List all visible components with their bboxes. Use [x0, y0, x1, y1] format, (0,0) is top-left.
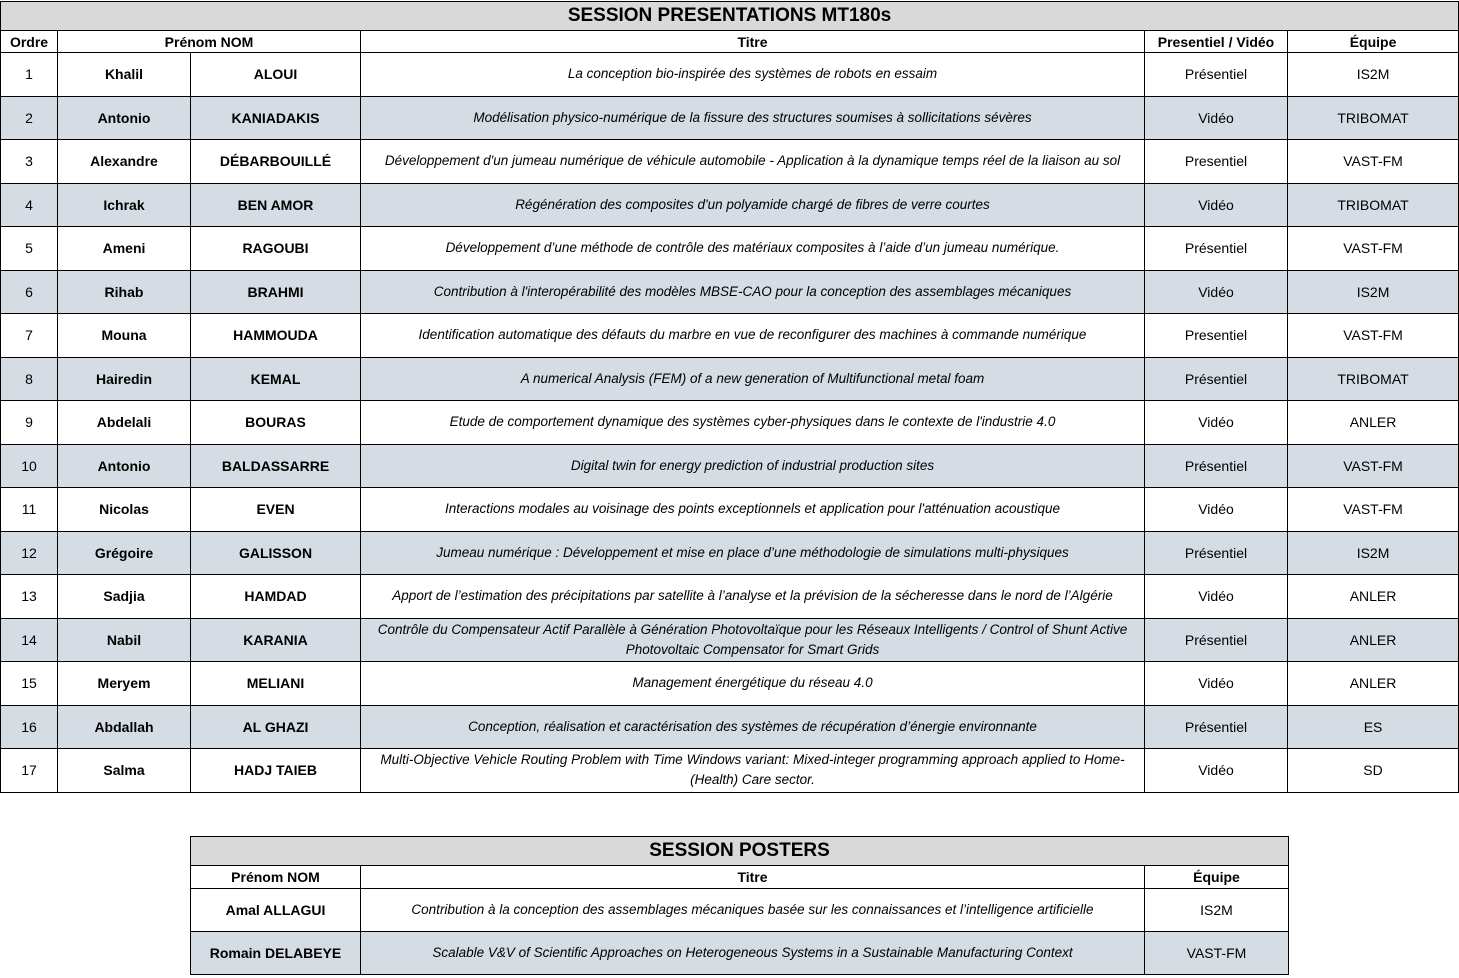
poster-row: [191, 932, 1289, 975]
cell-prenom: Rihab: [58, 270, 191, 314]
presentations-body: [1, 53, 1459, 793]
cell-nom: AL GHAZI: [191, 705, 361, 749]
cell-prenom: Nicolas: [58, 488, 191, 532]
cell-mode: Presentiel: [1145, 140, 1288, 184]
poster-header-titre: Titre: [361, 866, 1145, 889]
poster-row: [191, 889, 1289, 932]
cell-nom: HADJ TAIEB: [191, 749, 361, 793]
table-row: [1, 444, 1459, 488]
cell-mode: Vidéo: [1145, 749, 1288, 793]
cell-equipe: TRIBOMAT: [1288, 183, 1459, 227]
poster-header-nom: Prénom NOM: [191, 866, 361, 889]
cell-nom: KEMAL: [191, 357, 361, 401]
cell-titre: Régénération des composites d'un polyamide chargé de fibres de verre courtes: [361, 183, 1145, 227]
cell-ordre: 4: [1, 183, 58, 227]
cell-ordre: 15: [1, 662, 58, 706]
cell-titre: Management énergétique du réseau 4.0: [361, 662, 1145, 706]
cell-equipe: IS2M: [1288, 53, 1459, 97]
cell-prenom: Meryem: [58, 662, 191, 706]
cell-ordre: 16: [1, 705, 58, 749]
cell-equipe: ANLER: [1288, 401, 1459, 445]
cell-prenom: Ichrak: [58, 183, 191, 227]
cell-nom: HAMDAD: [191, 575, 361, 619]
cell-prenom: Ameni: [58, 227, 191, 271]
cell-titre: Contribution à l'interopérabilité des modèles MBSE-CAO pour la conception des assemblages mécaniques: [361, 270, 1145, 314]
cell-nom: KANIADAKIS: [191, 96, 361, 140]
cell-ordre: 17: [1, 749, 58, 793]
cell-prenom: Antonio: [58, 96, 191, 140]
cell-titre: Interactions modales au voisinage des points exceptionnels et application pour l'atténuation acoustique: [361, 488, 1145, 532]
cell-equipe: IS2M: [1288, 270, 1459, 314]
presentations-title: SESSION PRESENTATIONS MT180s: [1, 2, 1459, 31]
cell-equipe: SD: [1288, 749, 1459, 793]
cell-ordre: 6: [1, 270, 58, 314]
cell-ordre: 5: [1, 227, 58, 271]
cell-mode: Vidéo: [1145, 662, 1288, 706]
cell-equipe: VAST-FM: [1288, 227, 1459, 271]
cell-ordre: 9: [1, 401, 58, 445]
table-row: [1, 227, 1459, 271]
cell-mode: Présentiel: [1145, 53, 1288, 97]
cell-mode: Vidéo: [1145, 401, 1288, 445]
cell-nom: ALOUI: [191, 53, 361, 97]
cell-titre: Identification automatique des défauts du marbre en vue de reconfigurer des machines à commande numérique: [361, 314, 1145, 358]
cell-titre: Etude de comportement dynamique des systèmes cyber-physiques dans le contexte de l'industrie 4.0: [361, 401, 1145, 445]
poster-cell-titre: Contribution à la conception des assemblages mécaniques basée sur les connaissances et l’intelligence artificielle: [361, 889, 1145, 932]
cell-mode: Présentiel: [1145, 357, 1288, 401]
cell-titre: Conception, réalisation et caractérisation des systèmes de récupération d’énergie environnante: [361, 705, 1145, 749]
presentations-table: [0, 1, 1459, 793]
cell-nom: MELIANI: [191, 662, 361, 706]
cell-ordre: 11: [1, 488, 58, 532]
table-row: [1, 53, 1459, 97]
cell-prenom: Nabil: [58, 618, 191, 662]
cell-prenom: Antonio: [58, 444, 191, 488]
cell-mode: Vidéo: [1145, 488, 1288, 532]
table-row: [1, 662, 1459, 706]
cell-mode: Présentiel: [1145, 531, 1288, 575]
table-row: [1, 357, 1459, 401]
cell-mode: Vidéo: [1145, 270, 1288, 314]
cell-titre: Développement d’une méthode de contrôle des matériaux composites à l’aide d’un jumeau numérique.: [361, 227, 1145, 271]
cell-ordre: 8: [1, 357, 58, 401]
cell-nom: BALDASSARRE: [191, 444, 361, 488]
poster-cell-titre: Scalable V&V of Scientific Approaches on Heterogeneous Systems in a Sustainable Manufacturing Context: [361, 932, 1145, 975]
cell-mode: Présentiel: [1145, 618, 1288, 662]
cell-prenom: Hairedin: [58, 357, 191, 401]
cell-prenom: Abdallah: [58, 705, 191, 749]
table-row: [1, 749, 1459, 793]
poster-cell-equipe: IS2M: [1145, 889, 1289, 932]
cell-equipe: IS2M: [1288, 531, 1459, 575]
table-row: [1, 618, 1459, 662]
cell-equipe: TRIBOMAT: [1288, 357, 1459, 401]
cell-ordre: 10: [1, 444, 58, 488]
posters-title: SESSION POSTERS: [191, 837, 1289, 866]
cell-nom: DÉBARBOUILLÉ: [191, 140, 361, 184]
cell-equipe: VAST-FM: [1288, 488, 1459, 532]
cell-equipe: VAST-FM: [1288, 140, 1459, 184]
table-row: [1, 183, 1459, 227]
cell-mode: Présentiel: [1145, 444, 1288, 488]
cell-mode: Presentiel: [1145, 314, 1288, 358]
cell-titre: Développement d'un jumeau numérique de véhicule automobile - Application à la dynamique temps réel de la liaison au sol: [361, 140, 1145, 184]
cell-nom: EVEN: [191, 488, 361, 532]
cell-mode: Vidéo: [1145, 96, 1288, 140]
cell-mode: Vidéo: [1145, 183, 1288, 227]
cell-ordre: 13: [1, 575, 58, 619]
cell-equipe: ES: [1288, 705, 1459, 749]
header-titre: Titre: [361, 31, 1145, 53]
table-row: [1, 488, 1459, 532]
table-row: [1, 401, 1459, 445]
cell-titre: A numerical Analysis (FEM) of a new generation of Multifunctional metal foam: [361, 357, 1145, 401]
cell-mode: Présentiel: [1145, 705, 1288, 749]
header-ordre: Ordre: [1, 31, 58, 53]
cell-ordre: 3: [1, 140, 58, 184]
cell-prenom: Mouna: [58, 314, 191, 358]
cell-equipe: ANLER: [1288, 575, 1459, 619]
cell-ordre: 12: [1, 531, 58, 575]
posters-body: [191, 889, 1289, 975]
cell-nom: BOURAS: [191, 401, 361, 445]
cell-prenom: Grégoire: [58, 531, 191, 575]
header-mode: Presentiel / Vidéo: [1145, 31, 1288, 53]
poster-cell-nom: Romain DELABEYE: [191, 932, 361, 975]
header-nom: Prénom NOM: [58, 31, 361, 53]
cell-prenom: Khalil: [58, 53, 191, 97]
cell-nom: BRAHMI: [191, 270, 361, 314]
cell-titre: Jumeau numérique : Développement et mise en place d’une méthodologie de simulations multi-physiques: [361, 531, 1145, 575]
table-row: [1, 270, 1459, 314]
cell-nom: RAGOUBI: [191, 227, 361, 271]
table-row: [1, 314, 1459, 358]
cell-nom: GALISSON: [191, 531, 361, 575]
cell-prenom: Alexandre: [58, 140, 191, 184]
cell-titre: Digital twin for energy prediction of industrial production sites: [361, 444, 1145, 488]
cell-ordre: 2: [1, 96, 58, 140]
table-row: [1, 575, 1459, 619]
cell-titre: Apport de l’estimation des précipitations par satellite à l’analyse et la prévision de la sécheresse dans le nord de l’Algérie: [361, 575, 1145, 619]
cell-equipe: ANLER: [1288, 618, 1459, 662]
poster-header-equipe: Équipe: [1145, 866, 1289, 889]
poster-cell-equipe: VAST-FM: [1145, 932, 1289, 975]
table-row: [1, 96, 1459, 140]
cell-ordre: 7: [1, 314, 58, 358]
cell-titre: Modélisation physico-numérique de la fissure des structures soumises à sollicitations sévères: [361, 96, 1145, 140]
cell-titre: La conception bio-inspirée des systèmes de robots en essaim: [361, 53, 1145, 97]
poster-cell-nom: Amal ALLAGUI: [191, 889, 361, 932]
cell-mode: Présentiel: [1145, 227, 1288, 271]
cell-ordre: 14: [1, 618, 58, 662]
cell-titre: Contrôle du Compensateur Actif Parallèle à Génération Photovoltaïque pour les Réseaux Intelligents / Control of Shunt Active Photovoltaic Compensator for Smart Grids: [361, 618, 1145, 662]
cell-ordre: 1: [1, 53, 58, 97]
cell-titre: Multi-Objective Vehicle Routing Problem with Time Windows variant: Mixed-integer programming approach applied to Home-(Health) Care sector.: [361, 749, 1145, 793]
cell-nom: HAMMOUDA: [191, 314, 361, 358]
cell-equipe: TRIBOMAT: [1288, 96, 1459, 140]
cell-nom: KARANIA: [191, 618, 361, 662]
cell-prenom: Sadjia: [58, 575, 191, 619]
table-row: [1, 705, 1459, 749]
cell-equipe: VAST-FM: [1288, 314, 1459, 358]
posters-table: [190, 836, 1289, 975]
cell-mode: Vidéo: [1145, 575, 1288, 619]
cell-equipe: ANLER: [1288, 662, 1459, 706]
table-row: [1, 531, 1459, 575]
header-equipe: Équipe: [1288, 31, 1459, 53]
cell-prenom: Salma: [58, 749, 191, 793]
cell-equipe: VAST-FM: [1288, 444, 1459, 488]
table-row: [1, 140, 1459, 184]
cell-nom: BEN AMOR: [191, 183, 361, 227]
cell-prenom: Abdelali: [58, 401, 191, 445]
